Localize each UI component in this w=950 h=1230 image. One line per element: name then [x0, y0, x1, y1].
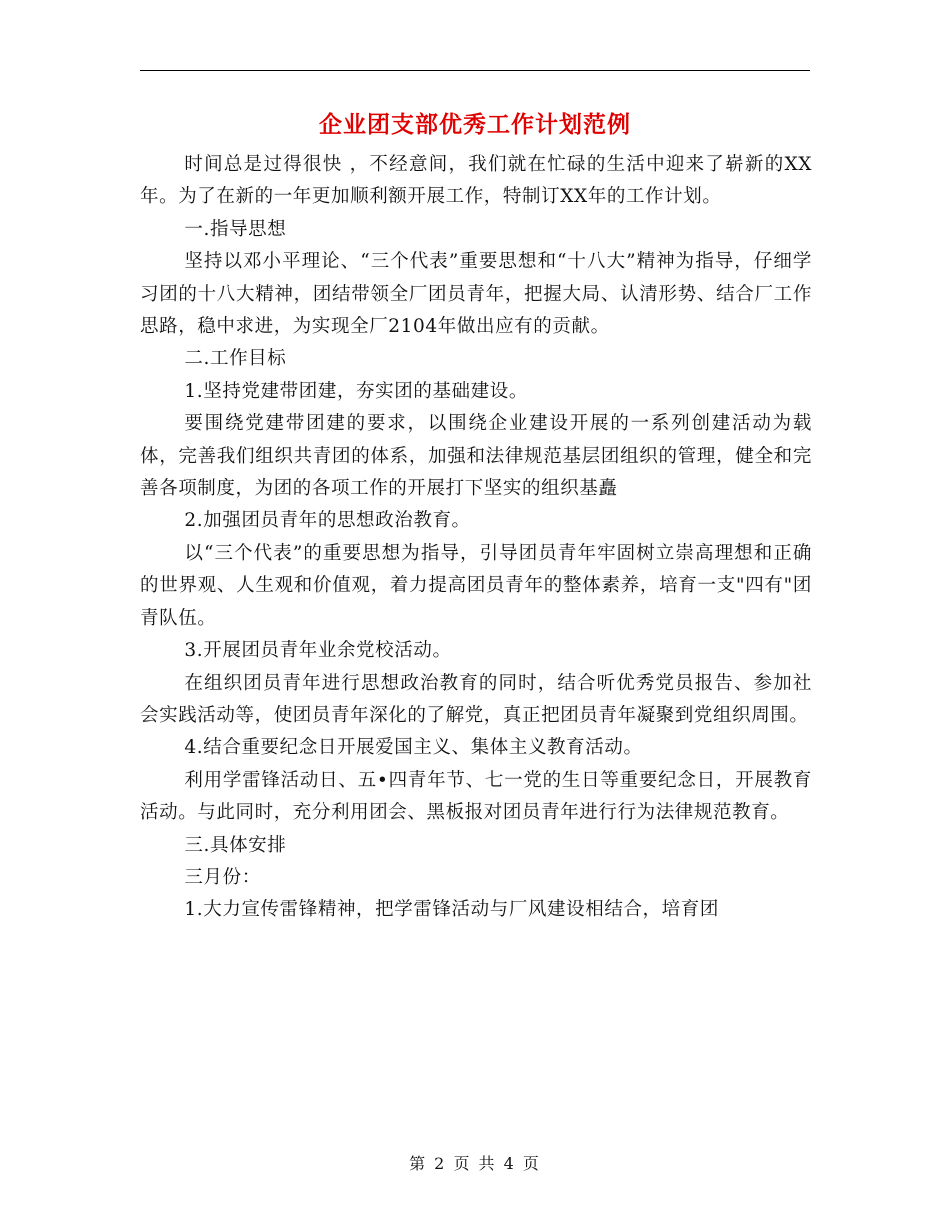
paragraph-goal-3: 在组织团员青年进行思想政治教育的同时，结合听优秀党员报告、参加社会实践活动等，使团员青年深化的了解党，真正把团员青年凝聚到党组织周围。: [140, 672, 812, 726]
paragraph-goal-2: 以“三个代表”的重要思想为指导，引导团员青年牢固树立崇高理想和正确的世界观、人生观和价值观，着力提高团员青年的整体素养，培育一支"四有"团青队伍。: [140, 542, 812, 629]
march-item-1: 1.大力宣传雷锋精神，把学雷锋活动与厂风建设相结合，培育团: [184, 899, 719, 921]
page-number-footer: 第 2 页 共 4 页: [409, 1154, 541, 1173]
goal-item-1: 1.坚持党建带团建，夯实团的基础建设。: [184, 380, 528, 402]
document-title: 企业团支部优秀工作计划范例: [319, 112, 631, 138]
goal-item-3: 3.开展团员青年业余党校活动。: [184, 640, 452, 662]
paragraph-goal-1: 要围绕党建带团建的要求，以围绕企业建设开展的一系列创建活动为载体，完善我们组织共青团的体系，加强和法律规范基层团组织的管理，健全和完善各项制度，为团的各项工作的开展打下坚实的组织基矗: [140, 413, 812, 500]
heading-guiding-thought: 一.指导思想: [184, 218, 287, 240]
paragraph-guiding-thought: 坚持以邓小平理论、“三个代表”重要思想和“十八大”精神为指导，仔细学习团的十八大精神，团结带领全厂团员青年，把握大局、认清形势、结合厂工作思路，稳中求进，为实现全厂2104年做出应有的贡献。: [140, 251, 812, 338]
heading-arrangements: 三.具体安排: [184, 834, 287, 856]
goal-item-4: 4.结合重要纪念日开展爱国主义、集体主义教育活动。: [184, 737, 643, 759]
paragraph-goal-4: 利用学雷锋活动日、五•四青年节、七一党的生日等重要纪念日，开展教育活动。与此同时，充分利用团会、黑板报对团员青年进行行为法律规范教育。: [140, 769, 812, 824]
goal-item-2: 2.加强团员青年的思想政治教育。: [184, 510, 471, 532]
heading-work-goals: 二.工作目标: [184, 348, 287, 370]
subheading-march: 三月份：: [184, 866, 261, 888]
header-rule: [140, 70, 810, 71]
document-body: [140, 149, 812, 927]
paragraph-intro: 时间总是过得很快 ，不经意间，我们就在忙碌的生活中迎来了崭新的XX年。为了在新的一年更加顺利额开展工作，特制订XX年的工作计划。: [140, 154, 812, 208]
